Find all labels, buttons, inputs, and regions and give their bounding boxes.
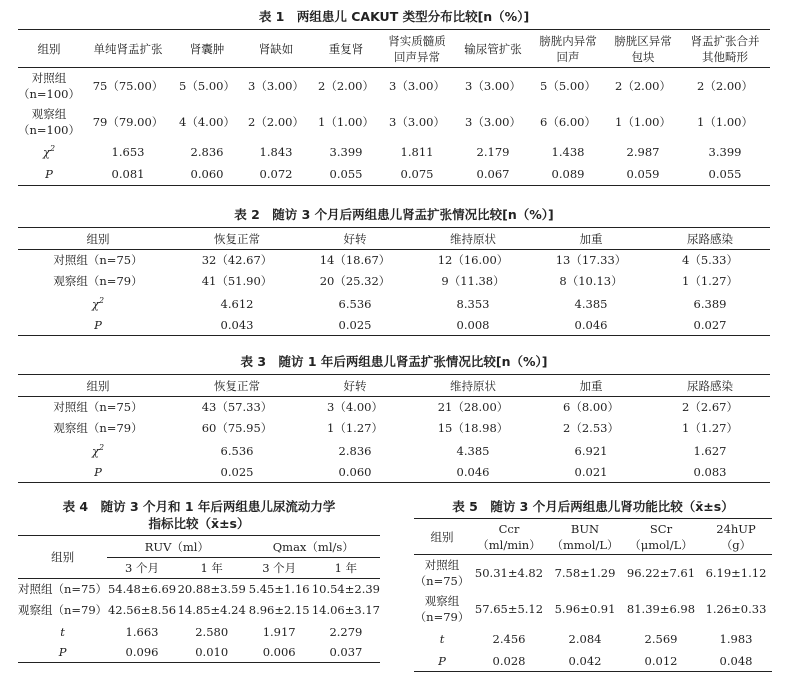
table-1: [18, 8, 770, 186]
table-cell: 2.836: [190, 144, 224, 159]
table-cell: 0.059: [626, 167, 660, 182]
table-cell: 0.081: [111, 167, 145, 182]
table-row: [18, 140, 770, 164]
table-row: [18, 292, 770, 316]
table-cell: 1（1.27）: [327, 421, 383, 435]
table-row: [18, 164, 770, 186]
table-cell: 81.39±6.98: [626, 601, 696, 616]
table-cell: 4（4.00）: [179, 114, 235, 129]
t3-col-recovered: 恢复正常: [214, 378, 260, 393]
table-1-grid: [18, 29, 770, 186]
table-3-grid: [18, 374, 770, 483]
table-cell: 0.043: [220, 318, 254, 333]
table-cell: 21（28.00）: [437, 400, 509, 415]
table-cell: 3（3.00）: [389, 114, 445, 129]
table-cell: 观察组（n=79）: [53, 421, 143, 435]
table-row: [18, 418, 770, 439]
table-cell: 观察组 （n=100）: [18, 106, 80, 137]
table-cell: 2.279: [329, 624, 363, 639]
table-cell: 2（2.67）: [682, 400, 738, 415]
table-cell: 0.042: [568, 653, 602, 668]
table-cell: 50.31±4.82: [474, 565, 544, 580]
table-cell: 1.653: [111, 144, 145, 159]
table-cell: 观察组（n=79）: [18, 603, 108, 617]
table-cell: 2（2.00）: [697, 78, 753, 93]
table-row: [414, 555, 772, 591]
table-cell: 79（79.00）: [92, 114, 164, 129]
table-cell: 3（3.00）: [465, 114, 521, 129]
table-cell: 1.983: [719, 631, 753, 646]
table-cell: 20（25.32）: [319, 274, 391, 288]
table-cell: P: [58, 645, 67, 660]
table-cell: 6.921: [574, 443, 608, 458]
table-cell: 3（3.00）: [465, 78, 521, 93]
t3-col-uti: 尿路感染: [687, 378, 733, 393]
table-cell: 2.084: [568, 631, 602, 646]
t5-col-scr: SCr （μmol/L）: [629, 521, 693, 552]
table-row: [18, 463, 770, 483]
table-cell: 0.012: [644, 653, 678, 668]
table-cell: 8（10.13）: [559, 274, 623, 288]
table-cell: 4（5.33）: [682, 253, 738, 268]
table-4-caption-line2: 指标比较（x̄±s）: [148, 516, 250, 531]
table-cell: 对照组 （n=75）: [414, 557, 470, 588]
table-cell: 3（3.00）: [389, 78, 445, 93]
t4-col-qmax: Qmax（ml/s）: [247, 536, 380, 558]
t1-col-duplex: 重复肾: [328, 41, 364, 56]
t3-col-improved: 好转: [343, 378, 367, 393]
table-4-header-row: [18, 536, 380, 558]
table-row: [18, 621, 380, 643]
table-cell: 0.025: [338, 318, 372, 333]
table-cell: 0.025: [220, 465, 254, 480]
table-cell: 3.399: [329, 144, 363, 159]
table-cell: 0.072: [259, 167, 293, 182]
table-cell: 13（17.33）: [555, 253, 627, 268]
table-cell: 观察组（n=79）: [53, 274, 143, 288]
table-cell: 1.438: [551, 144, 585, 159]
table-cell: $\chi^2$: [42, 143, 56, 159]
table-cell: 14.06±3.17: [311, 603, 380, 617]
table-5-header-row: [414, 519, 772, 555]
table-cell: 10.54±2.39: [311, 582, 380, 597]
table-2-header-row: [18, 228, 770, 250]
table-cell: 6.536: [220, 443, 254, 458]
table-cell: 6（6.00）: [540, 114, 596, 129]
table-cell: 0.083: [693, 465, 727, 480]
table-cell: P: [45, 167, 53, 182]
table-cell: 1（1.27）: [682, 421, 738, 435]
table-cell: 1.26±0.33: [705, 601, 767, 616]
t1-col-simple-dilation: 单纯肾盂扩张: [93, 41, 163, 56]
table-cell: 0.089: [551, 167, 585, 182]
t1-col-bladder-echo: 膀胱内异常 回声: [539, 33, 597, 64]
table-2: [18, 206, 770, 336]
t2-col-recovered: 恢复正常: [214, 231, 260, 246]
table-row: [414, 591, 772, 627]
table-cell: 6.19±1.12: [705, 565, 767, 580]
table-cell: 20.88±3.59: [177, 582, 246, 597]
table-cell: 2.580: [195, 624, 229, 639]
t5-col-24hup: 24hUP （g）: [716, 521, 756, 552]
t1-col-ureter: 输尿管扩张: [464, 41, 522, 56]
table-cell: 96.22±7.61: [626, 565, 696, 580]
table-cell: 12（16.00）: [437, 253, 509, 268]
table-cell: 1（1.00）: [615, 114, 671, 129]
table-4-caption-line1: 表 4 随访 3 个月和 1 年后两组患儿尿流动力学: [62, 499, 336, 514]
table-row: [18, 68, 770, 104]
table-cell: 8.96±2.15: [248, 603, 310, 617]
table-cell: 0.060: [190, 167, 224, 182]
table-cell: 3（3.00）: [248, 78, 304, 93]
table-cell: 1.663: [125, 624, 159, 639]
table-2-caption: 表 2 随访 3 个月后两组患儿肾盂扩张情况比较[n（%）]: [234, 207, 554, 222]
t5-col-ccr: Ccr （ml/min）: [477, 521, 541, 552]
table-3-caption: 表 3 随访 1 年后两组患儿肾盂扩张情况比较[n（%）]: [240, 354, 548, 369]
table-cell: 对照组（n=75）: [53, 400, 143, 415]
table-cell: 32（42.67）: [201, 253, 273, 268]
table-cell: t: [60, 624, 65, 639]
table-cell: 1.811: [400, 144, 434, 159]
t5-col-group: 组别: [430, 529, 454, 544]
t1-col-parenchyma: 肾实质髓质 回声异常: [388, 33, 446, 64]
table-cell: 7.58±1.29: [554, 565, 616, 580]
t4-col-group: 组别: [18, 536, 107, 579]
table-cell: 2.456: [492, 631, 526, 646]
table-cell: 4.385: [574, 296, 608, 311]
t4-sub-ruv-3m: 3 个月: [125, 561, 160, 575]
table-cell: 1（1.00）: [318, 114, 374, 129]
table-cell: 14.85±4.24: [177, 603, 246, 617]
table-row: [18, 397, 770, 418]
table-cell: P: [94, 318, 102, 333]
table-cell: 14（18.67）: [319, 253, 391, 268]
table-cell: 3.399: [708, 144, 742, 159]
table-cell: 0.028: [492, 653, 526, 668]
table-cell: 观察组 （n=79）: [414, 593, 470, 624]
table-cell: 0.096: [125, 645, 159, 660]
table-row: [18, 250, 770, 271]
t4-sub-qmax-3m: 3 个月: [262, 561, 297, 575]
table-cell: 0.008: [456, 318, 490, 333]
table-cell: 5.45±1.16: [248, 582, 310, 597]
table-cell: 5.96±0.91: [554, 601, 616, 616]
t4-col-ruv: RUV（ml）: [107, 536, 246, 558]
table-cell: 57.65±5.12: [474, 601, 544, 616]
table-cell: 6（8.00）: [563, 400, 619, 415]
table-row: [18, 579, 380, 600]
t1-col-cyst: 肾囊肿: [189, 41, 225, 56]
t1-col-bladder-mass: 膀胱区异常 包块: [614, 33, 672, 64]
table-cell: 0.006: [262, 645, 296, 660]
table-cell: 0.055: [329, 167, 363, 182]
table-row: [18, 104, 770, 140]
table-cell: 0.027: [693, 318, 727, 333]
table-row: [18, 316, 770, 336]
table-cell: 2.836: [338, 443, 372, 458]
table-cell: P: [438, 653, 446, 668]
t3-col-group: 组别: [86, 378, 110, 393]
t3-col-unchanged: 维持原状: [450, 378, 496, 393]
t2-col-group: 组别: [86, 231, 110, 246]
table-cell: $\chi^2$: [91, 295, 105, 311]
table-cell: 42.56±8.56: [107, 603, 177, 617]
table-cell: 2.179: [476, 144, 510, 159]
table-cell: 5（5.00）: [540, 78, 596, 93]
table-cell: 4.385: [456, 443, 490, 458]
table-cell: 0.055: [708, 167, 742, 182]
table-cell: 0.037: [329, 645, 363, 660]
table-cell: t: [439, 631, 445, 646]
table-cell: 54.48±6.69: [107, 582, 177, 597]
t2-col-uti: 尿路感染: [687, 231, 733, 246]
table-cell: 对照组（n=75）: [18, 582, 108, 597]
table-row: [414, 627, 772, 651]
table-cell: 4.612: [220, 296, 254, 311]
table-cell: 2（2.53）: [563, 421, 619, 435]
table-row: [18, 643, 380, 663]
t2-col-improved: 好转: [343, 231, 367, 246]
table-cell: 0.046: [574, 318, 608, 333]
table-cell: P: [94, 465, 102, 480]
table-cell: 41（51.90）: [201, 274, 273, 288]
table-row: [18, 439, 770, 463]
table-cell: 2（2.00）: [615, 78, 671, 93]
table-3-header-row: [18, 375, 770, 397]
table-cell: 1（1.27）: [682, 274, 738, 288]
table-cell: 9（11.38）: [441, 274, 505, 288]
table-cell: 0.021: [574, 465, 608, 480]
table-cell: 15（18.98）: [437, 421, 509, 435]
t2-col-worsened: 加重: [579, 231, 603, 246]
table-5-grid: [414, 518, 772, 672]
table-cell: 0.046: [456, 465, 490, 480]
table-cell: 对照组（n=75）: [53, 253, 143, 268]
t4-sub-ruv-1y: 1 年: [200, 561, 223, 575]
t2-col-unchanged: 维持原状: [450, 231, 496, 246]
table-row: [414, 651, 772, 672]
table-4: [18, 498, 380, 663]
t1-col-group: 组别: [37, 41, 61, 56]
t5-col-bun: BUN （mmol/L）: [551, 521, 619, 552]
t4-sub-qmax-1y: 1 年: [334, 561, 358, 575]
table-5-caption: 表 5 随访 3 个月后两组患儿肾功能比较（x̄±s）: [452, 499, 734, 514]
table-cell: 0.048: [719, 653, 753, 668]
table-cell: 2.569: [644, 631, 678, 646]
table-cell: 75（75.00）: [92, 78, 164, 93]
table-cell: 2（2.00）: [248, 114, 304, 129]
t1-col-agenesis: 肾缺如: [258, 41, 294, 56]
table-cell: 8.353: [456, 296, 490, 311]
table-cell: 43（57.33）: [201, 400, 273, 415]
t1-col-combined: 肾盂扩张合并 其他畸形: [690, 33, 760, 64]
table-1-header-row: [18, 30, 770, 68]
table-2-grid: [18, 227, 770, 336]
table-5: [414, 498, 772, 672]
table-cell: 2（2.00）: [318, 78, 374, 93]
table-4-grid: [18, 535, 380, 663]
table-1-caption: 表 1 两组患儿 CAKUT 类型分布比较[n（%）]: [258, 9, 530, 24]
table-3: [18, 353, 770, 483]
table-cell: 0.075: [400, 167, 434, 182]
table-cell: 6.536: [338, 296, 372, 311]
table-cell: 6.389: [693, 296, 727, 311]
table-cell: 2.987: [626, 144, 660, 159]
table-cell: $\chi^2$: [91, 442, 105, 458]
t3-col-worsened: 加重: [579, 378, 603, 393]
table-cell: 1（1.00）: [697, 114, 753, 129]
table-row: [18, 600, 380, 621]
table-cell: 0.067: [476, 167, 510, 182]
table-cell: 5（5.00）: [179, 78, 235, 93]
table-cell: 1.627: [693, 443, 727, 458]
table-cell: 1.917: [262, 624, 296, 639]
table-cell: 1.843: [259, 144, 293, 159]
table-cell: 0.060: [338, 465, 372, 480]
table-row: [18, 271, 770, 292]
table-cell: 60（75.95）: [201, 421, 273, 435]
table-cell: 3（4.00）: [327, 400, 383, 415]
table-cell: 对照组 （n=100）: [18, 70, 80, 101]
table-cell: 0.010: [195, 645, 229, 660]
